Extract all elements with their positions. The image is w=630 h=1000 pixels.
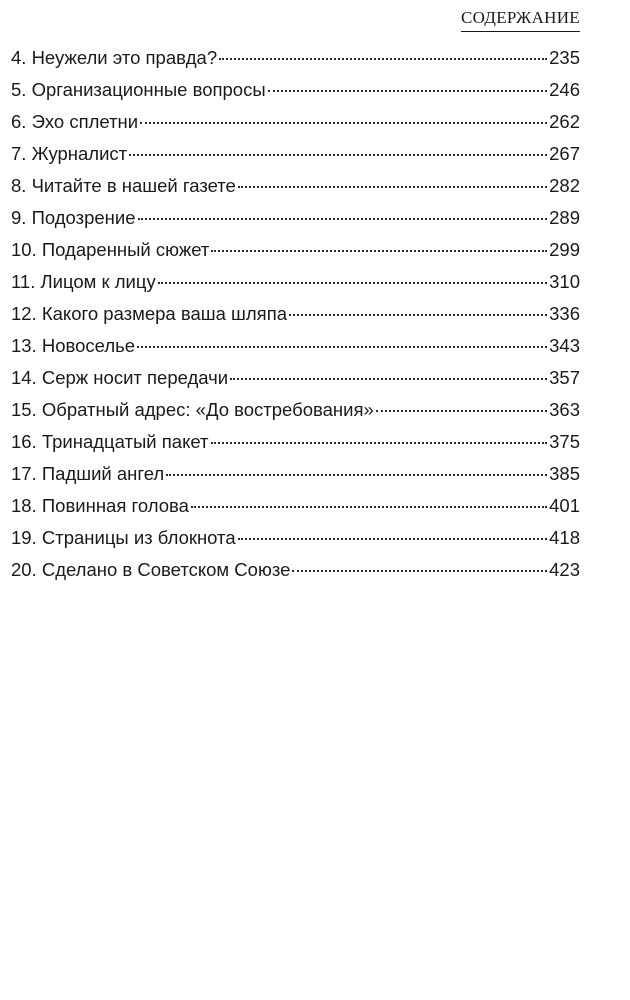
dot-leader xyxy=(230,378,547,380)
toc-entry-page: 375 xyxy=(549,431,580,452)
toc-entry-title: 20. Сделано в Советском Союзе xyxy=(11,559,291,580)
toc-entry xyxy=(11,47,580,79)
toc-entry-page: 282 xyxy=(549,175,580,196)
toc-entry xyxy=(11,207,580,239)
toc-entry xyxy=(11,239,580,271)
toc-entry xyxy=(11,431,580,463)
dot-leader xyxy=(129,154,547,156)
toc-entry xyxy=(11,495,580,527)
toc-entry xyxy=(11,399,580,431)
toc-entry-title: 9. Подозрение xyxy=(11,207,136,228)
toc-entry-page: 363 xyxy=(549,399,580,420)
toc-entry xyxy=(11,79,580,111)
dot-leader xyxy=(140,122,547,124)
toc-entry-title: 4. Неужели это правда? xyxy=(11,47,218,68)
toc-entry xyxy=(11,463,580,495)
toc-entry xyxy=(11,527,580,559)
toc-entry-title: 18. Повинная голова xyxy=(11,495,189,516)
toc-entry-page: 235 xyxy=(549,47,580,68)
dot-leader xyxy=(219,58,547,60)
toc-entry-title: 19. Страницы из блокнота xyxy=(11,527,236,548)
dot-leader xyxy=(268,90,547,92)
toc-entry-page: 310 xyxy=(549,271,580,292)
dot-leader xyxy=(166,474,547,476)
dot-leader xyxy=(211,442,548,444)
toc-entry-page: 357 xyxy=(549,367,580,388)
toc-entry xyxy=(11,111,580,143)
running-head-title: СОДЕРЖАНИЕ xyxy=(461,8,580,32)
toc-entry-page: 336 xyxy=(549,303,580,324)
toc-entry-page: 423 xyxy=(549,559,580,580)
toc-entry-title: 8. Читайте в нашей газете xyxy=(11,175,236,196)
toc-entry-title: 13. Новоселье xyxy=(11,335,136,356)
toc-entry-title: 17. Падший ангел xyxy=(11,463,165,484)
dot-leader xyxy=(158,282,547,284)
dot-leader xyxy=(211,250,547,252)
toc-entry-page: 299 xyxy=(549,239,580,260)
toc-entry-title: 6. Эхо сплетни xyxy=(11,111,139,132)
toc-entry-page: 289 xyxy=(549,207,580,228)
toc-entry-title: 7. Журналист xyxy=(11,143,128,164)
toc-entry-title: 15. Обратный адрес: «До востребования» xyxy=(11,399,374,420)
toc-entry xyxy=(11,175,580,207)
toc-entry-page: 343 xyxy=(549,335,580,356)
toc-entry-page: 418 xyxy=(549,527,580,548)
dot-leader xyxy=(137,346,547,348)
toc-entry-title: 14. Серж носит передачи xyxy=(11,367,229,388)
toc-entry-title: 11. Лицом к лицу xyxy=(11,271,156,292)
toc-entry xyxy=(11,271,580,303)
toc-entry-page: 401 xyxy=(549,495,580,516)
dot-leader xyxy=(138,218,548,220)
toc-entry-page: 385 xyxy=(549,463,580,484)
toc-entry xyxy=(11,303,580,335)
table-of-contents xyxy=(11,47,580,591)
toc-entry-title: 10. Подаренный сюжет xyxy=(11,239,210,260)
dot-leader xyxy=(191,506,547,508)
dot-leader xyxy=(292,570,547,572)
toc-entry xyxy=(11,143,580,175)
dot-leader xyxy=(238,186,547,188)
toc-entry xyxy=(11,335,580,367)
toc-entry-title: 5. Организационные вопросы xyxy=(11,79,266,100)
dot-leader xyxy=(376,410,547,412)
toc-entry-title: 16. Тринадцатый пакет xyxy=(11,431,209,452)
dot-leader xyxy=(289,314,547,316)
toc-entry-page: 246 xyxy=(549,79,580,100)
toc-entry-page: 267 xyxy=(549,143,580,164)
dot-leader xyxy=(238,538,548,540)
toc-entry xyxy=(11,367,580,399)
toc-entry xyxy=(11,559,580,591)
toc-entry-page: 262 xyxy=(549,111,580,132)
toc-entry-title: 12. Какого размера ваша шляпа xyxy=(11,303,288,324)
